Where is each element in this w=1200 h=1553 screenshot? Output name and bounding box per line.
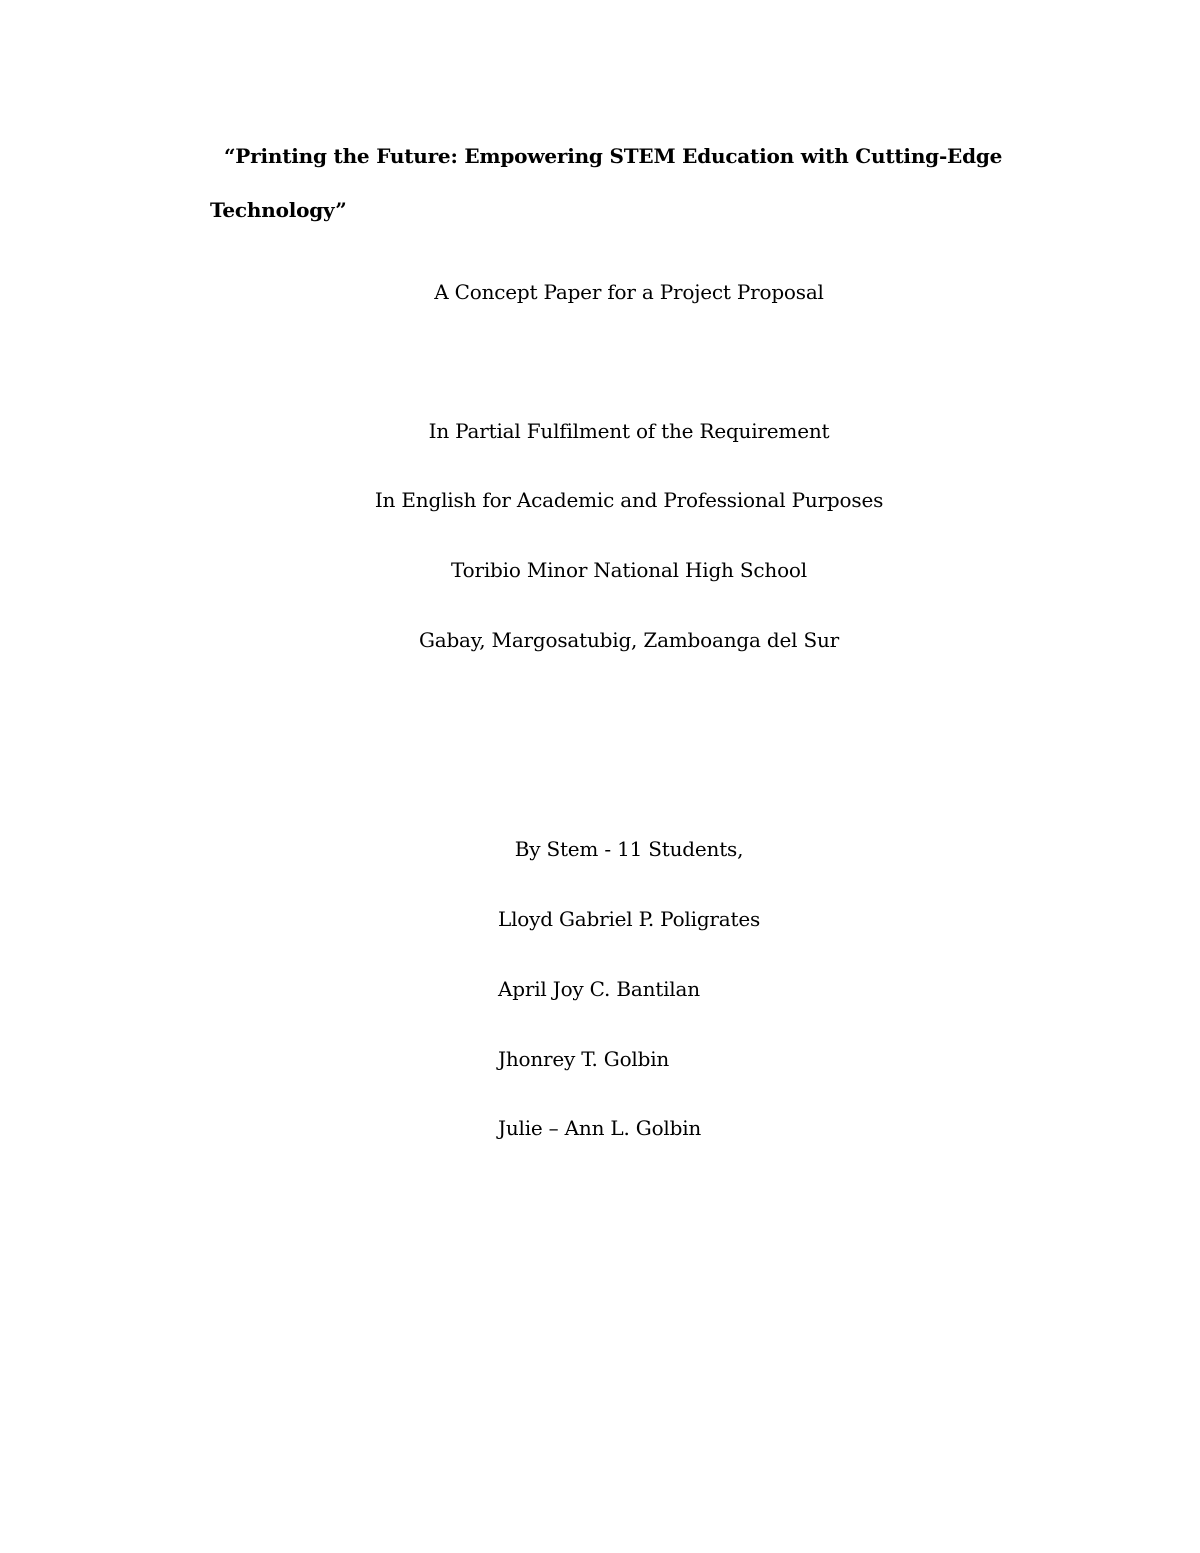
byline: By Stem - 11 Students, <box>514 837 744 861</box>
title-line-1: “Printing the Future: Empowering STEM Education with Cutting-Edge <box>224 144 1003 168</box>
subtitle: A Concept Paper for a Project Proposal <box>434 280 824 304</box>
author-name: Jhonrey T. Golbin <box>498 1047 670 1071</box>
school-name: Toribio Minor National High School <box>451 558 807 582</box>
author-name: Julie – Ann L. Golbin <box>498 1116 702 1140</box>
author-name: April Joy C. Bantilan <box>498 977 700 1001</box>
school-address: Gabay, Margosatubig, Zamboanga del Sur <box>418 628 840 652</box>
title-line-2: Technology” <box>210 198 347 222</box>
fulfilment-subject: In English for Academic and Professional Purposes <box>374 488 884 512</box>
fulfilment-requirement: In Partial Fulfilment of the Requirement <box>428 419 830 443</box>
author-name: Lloyd Gabriel P. Poligrates <box>498 907 761 931</box>
